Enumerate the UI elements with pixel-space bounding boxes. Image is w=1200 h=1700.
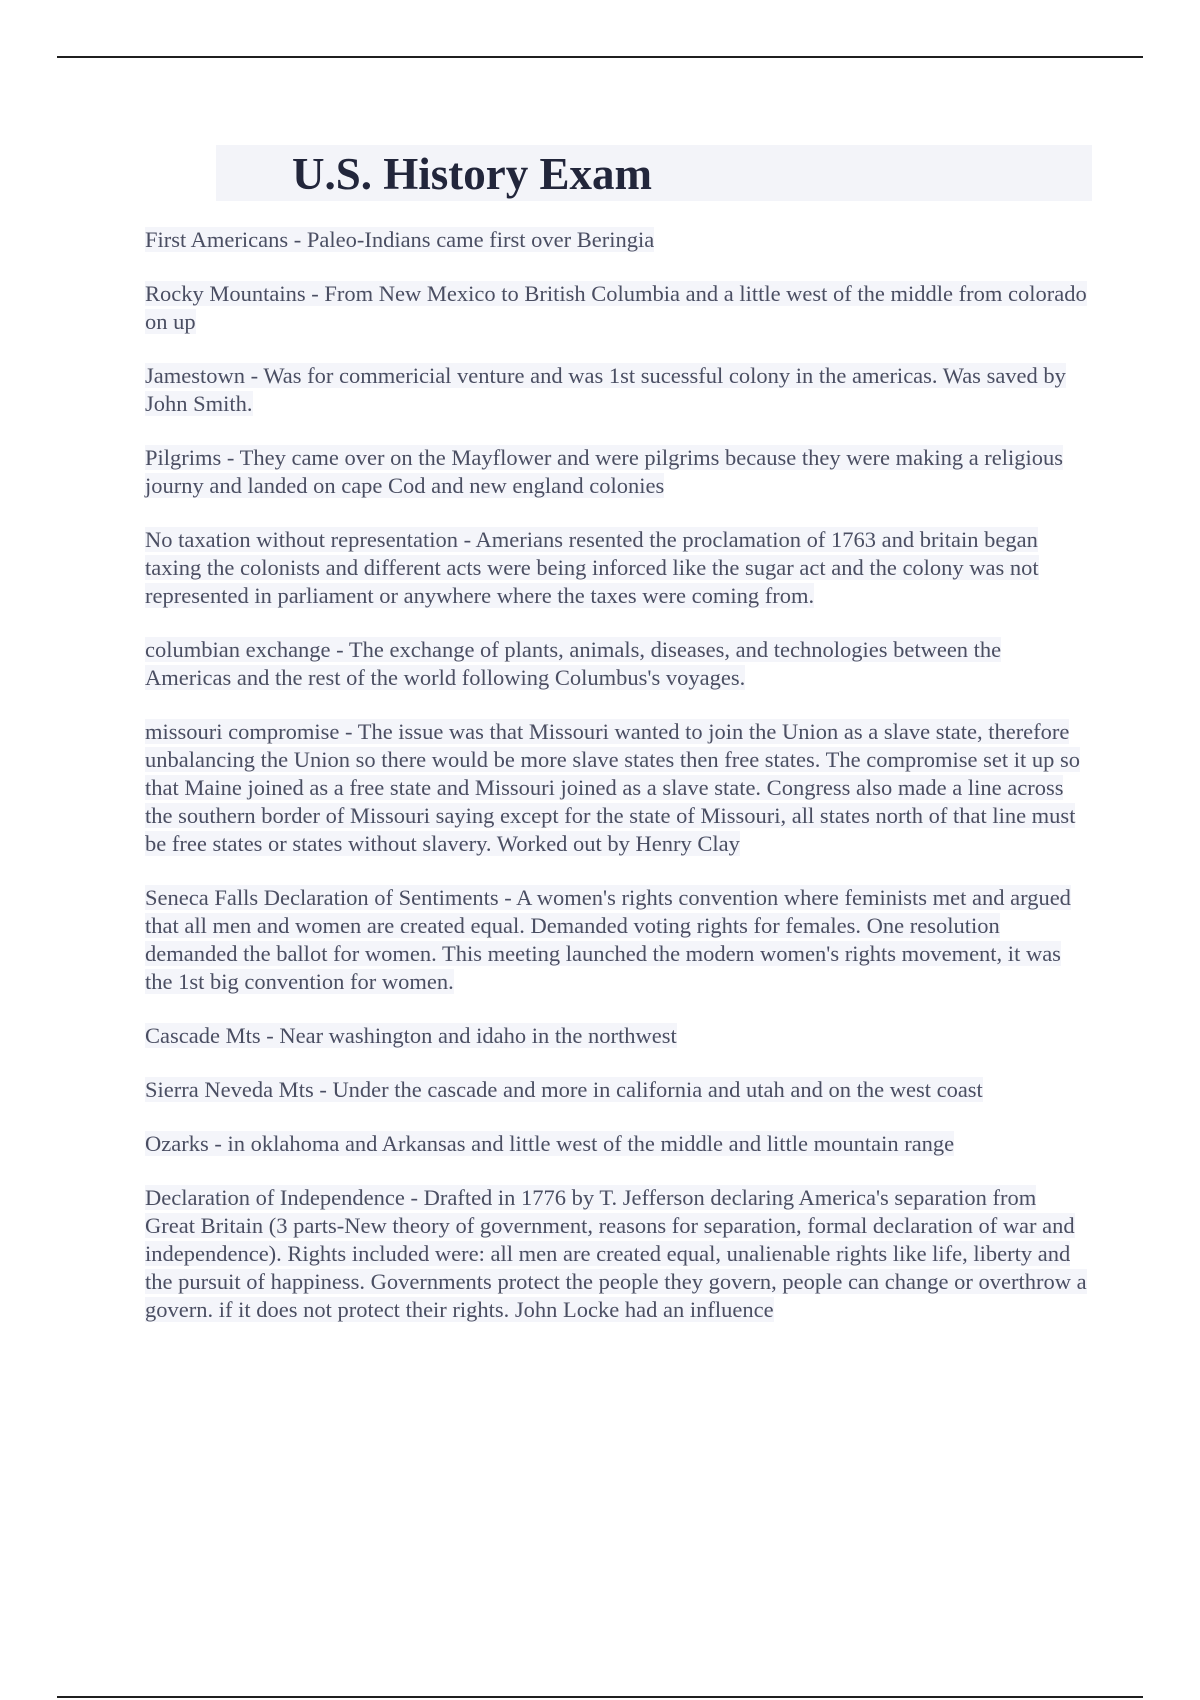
term-entry-text: Ozarks - in oklahoma and Arkansas and little west of the middle and little mountain range — [145, 1131, 955, 1156]
term-entry — [145, 362, 1090, 418]
term-entry-text: Seneca Falls Declaration of Sentiments - A women's rights convention where feminists met and argued that all men and women are created equal. Demanded voting rights for females. One resolution demanded the ballot for women. This meeting launched the modern women's rights movement, it was the 1st big convention for women. — [145, 885, 1071, 994]
term-entry — [145, 526, 1090, 610]
term-entry — [145, 636, 1090, 692]
term-entry-text: Pilgrims - They came over on the Mayflower and were pilgrims because they were making a religious journy and landed on cape Cod and new england colonies — [145, 445, 1064, 498]
term-entry — [145, 1022, 1090, 1050]
term-entry-text: Rocky Mountains - From New Mexico to British Columbia and a little west of the middle from colorado on up — [145, 281, 1087, 334]
page-title: U.S. History Exam — [292, 149, 652, 199]
term-entry-text: Jamestown - Was for commericial venture and was 1st sucessful colony in the americas. Was saved by John Smith. — [145, 363, 1066, 416]
term-entry — [145, 718, 1090, 858]
term-entry-text: missouri compromise - The issue was that Missouri wanted to join the Union as a slave state, therefore unbalancing the Union so there would be more slave states then free states. The compromise set it up so that Maine joined as a free state and Missouri joined as a slave state. Congress also made a line across the southern border of Missouri saying except for the state of Missouri, all states north of that line must be free states or states without slavery. Worked out by Henry Clay — [145, 719, 1080, 856]
term-entry — [145, 1184, 1090, 1324]
term-entry — [145, 280, 1090, 336]
term-entry — [145, 444, 1090, 500]
term-entry-text: Declaration of Independence - Drafted in 1776 by T. Jefferson declaring America's separation from Great Britain (3 parts-New theory of government, reasons for separation, formal declaration of war and independence). Rights included were: all men are created equal, unalienable rights like life, liberty and the pursuit of happiness. Governments protect the people they govern, people can change or overthrow a govern. if it does not protect their rights. John Locke had an influence — [145, 1185, 1087, 1322]
bottom-divider — [57, 1696, 1143, 1698]
term-entry — [145, 1130, 1090, 1158]
term-entry-text: First Americans - Paleo-Indians came first over Beringia — [145, 227, 655, 252]
term-entry-text: Sierra Neveda Mts - Under the cascade and more in california and utah and on the west coast — [145, 1077, 983, 1102]
term-entry — [145, 1076, 1090, 1104]
term-entry-text: columbian exchange - The exchange of plants, animals, diseases, and technologies between the Americas and the rest of the world following Columbus's voyages. — [145, 637, 1002, 690]
term-entry — [145, 226, 1090, 254]
term-entry-text: Cascade Mts - Near washington and idaho in the northwest — [145, 1023, 677, 1048]
term-entry-text: No taxation without representation - Amerians resented the proclamation of 1763 and britain began taxing the colonists and different acts were being inforced like the sugar act and the colony was not represented in parliament or anywhere where the taxes were coming from. — [145, 527, 1039, 608]
term-entry — [145, 884, 1090, 996]
top-divider — [57, 56, 1143, 58]
term-list — [145, 226, 1090, 1350]
